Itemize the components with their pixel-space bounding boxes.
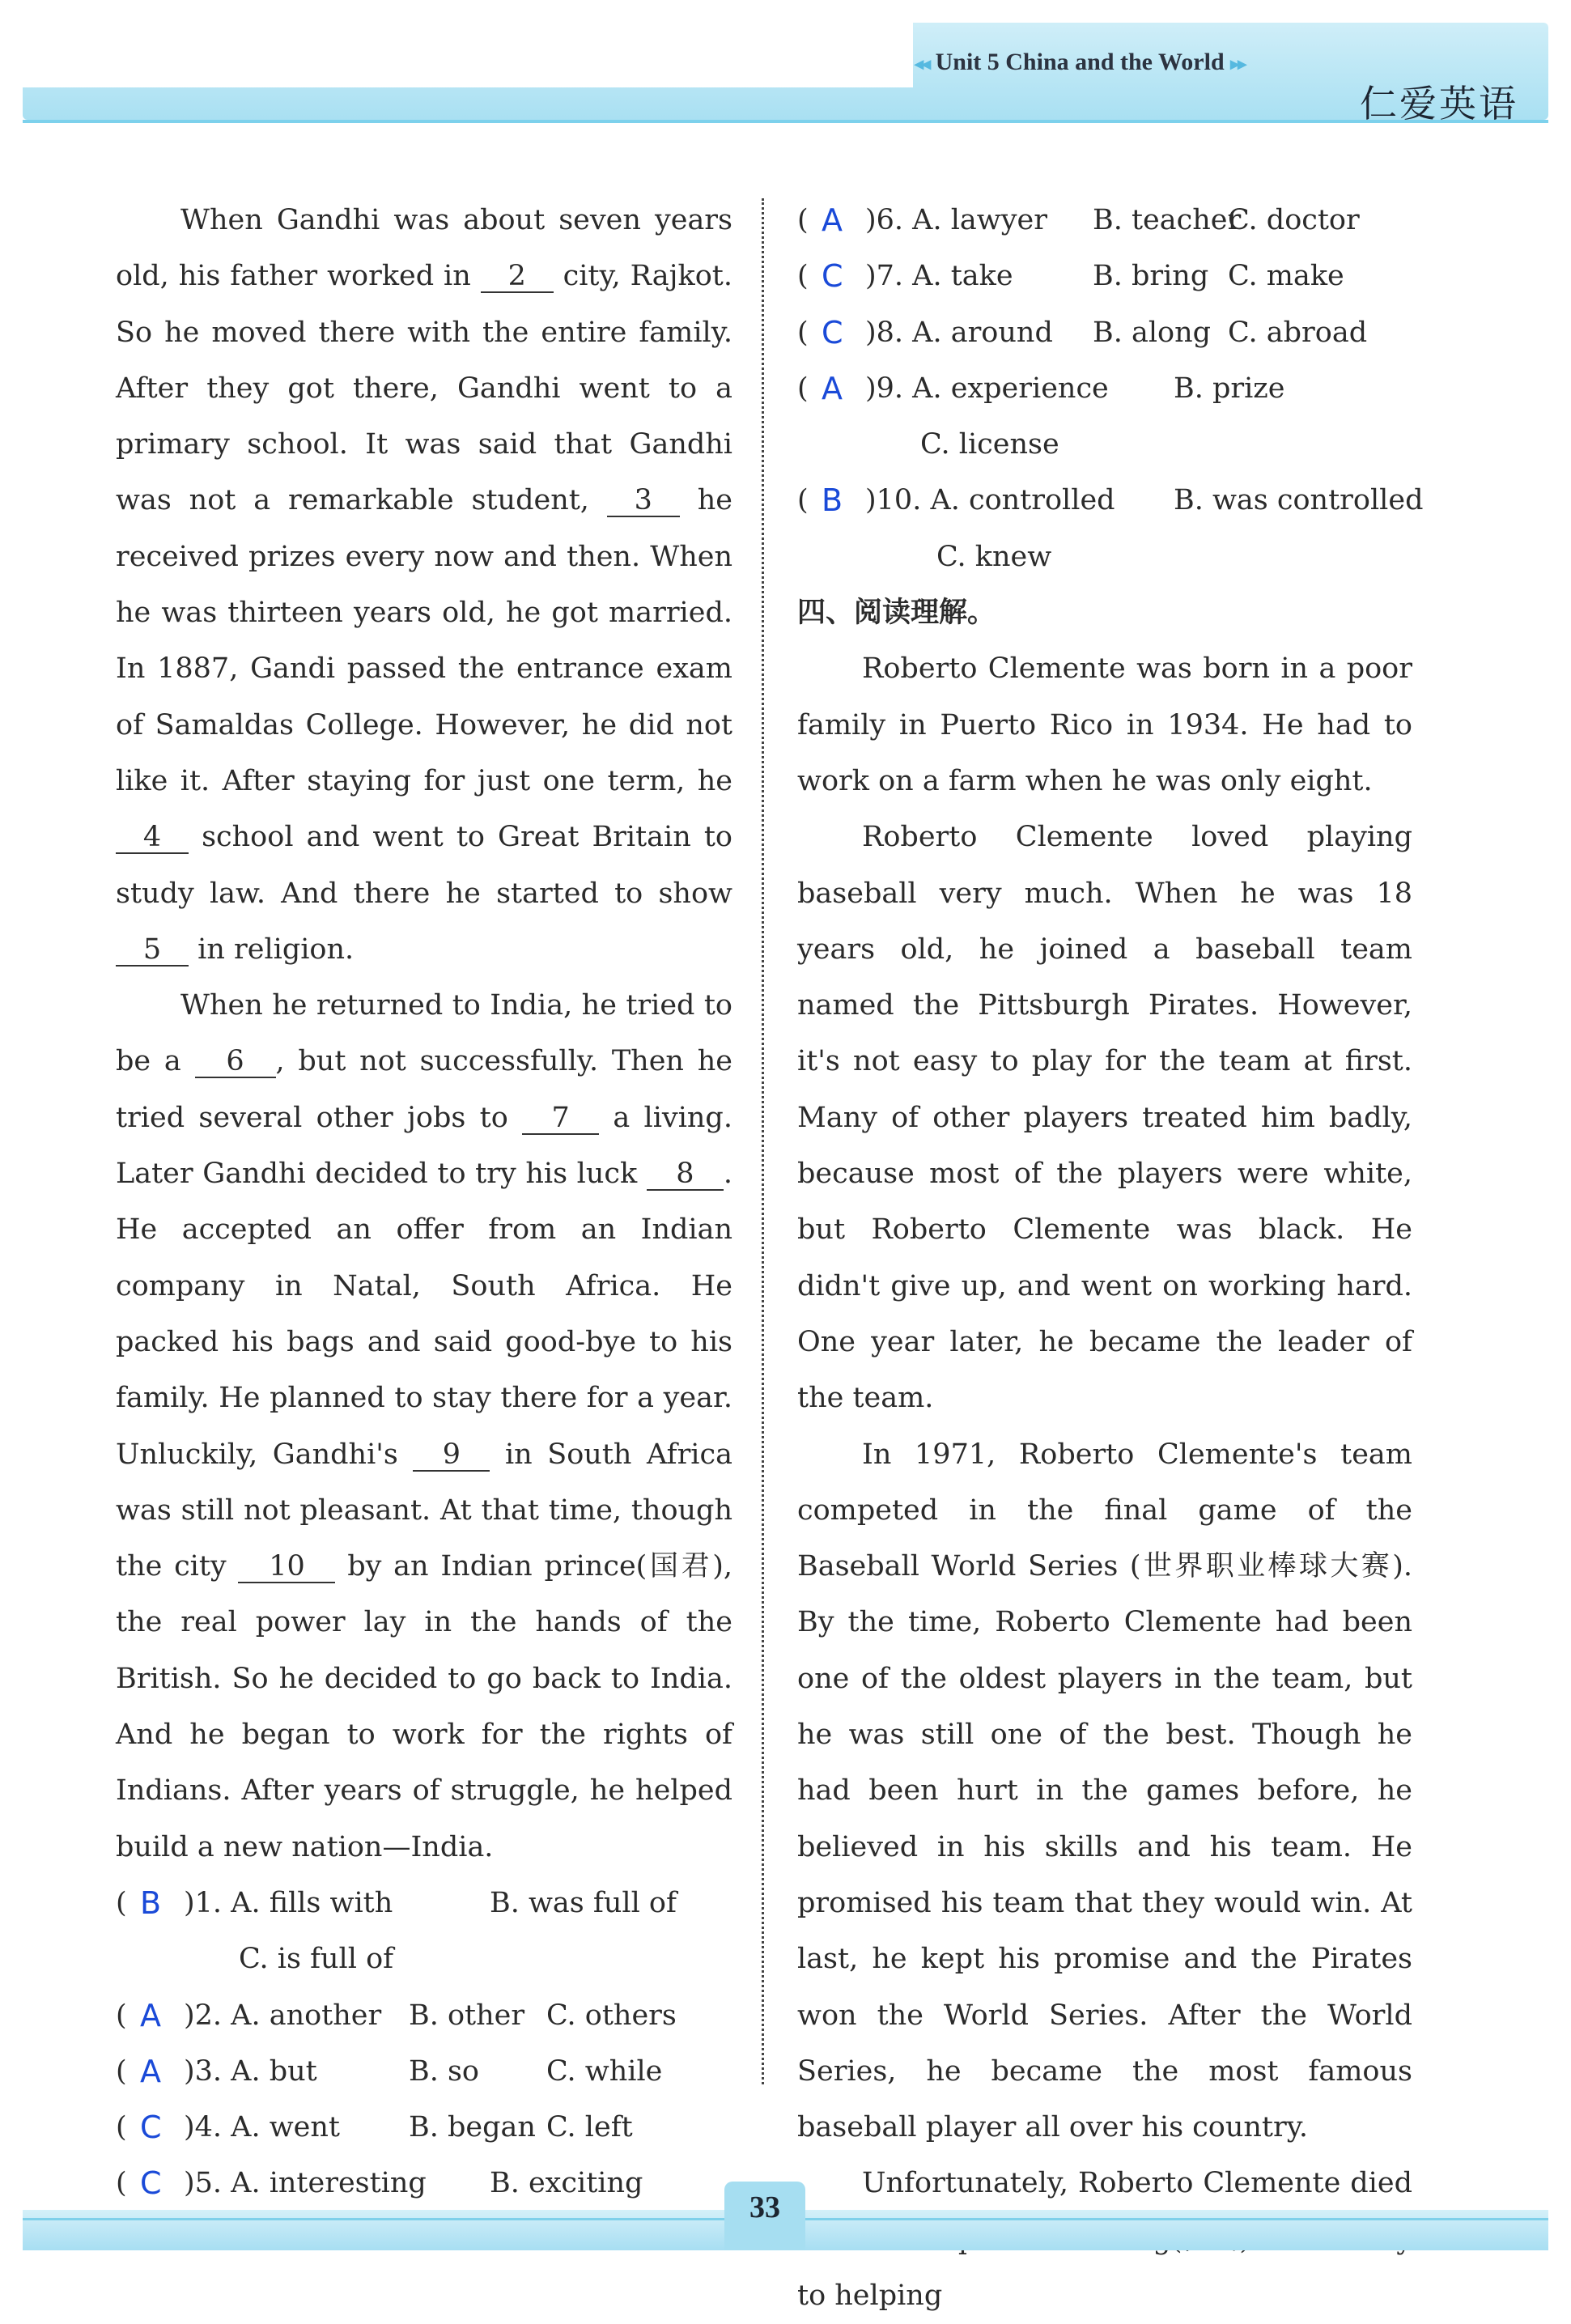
option-c: C. is full of [239, 1943, 394, 1976]
passage-text: by an Indian prince(国君), the real power lay in the hands of the British. So he decided to go back to India. And he began to work for the rights of Indians. After years of struggle, he helped build a new nation—India. [116, 1550, 732, 1863]
passage-text: a living. Later Gandhi decided to try his luck [116, 1101, 732, 1191]
question-8: ( C )8. A. around B. along C. abroad [797, 305, 1412, 361]
question-3: ( A )3. A. but B. so C. while [116, 2044, 732, 2100]
option-a: )3. A. but [184, 2054, 317, 2088]
reading-paragraph-1: Roberto Clemente was born in a poor family in Puerto Rico in 1934. He had to work on a farm when he was only eight. [797, 652, 1412, 797]
option-a: )9. A. experience [865, 372, 1109, 405]
option-c: C. left [546, 2111, 633, 2144]
option-c: C. knew [936, 540, 1052, 573]
option-b: B. along [1093, 316, 1212, 349]
passage-text: in religion. [197, 933, 355, 966]
blank-6: 6 [195, 1046, 276, 1078]
question-7: ( C )7. A. take B. bring C. make [797, 249, 1412, 304]
passage-text: , but not successfully. Then he tried several other jobs to [116, 1045, 732, 1134]
question-5: ( C )5. A. interesting B. exciting [116, 2156, 732, 2211]
right-column [797, 193, 1424, 2324]
answer-1: B [140, 1884, 162, 1921]
passage-text: city, Rajkot. So he moved there with the entire family. After they got there, Gandhi went to a primary school. It was said that Gandhi was not a remarkable student, [116, 260, 732, 517]
header-divider [23, 120, 1548, 123]
option-b: B. so [409, 2054, 480, 2088]
option-a: )1. A. fills with [184, 1886, 393, 1919]
answer-6: A [822, 202, 843, 238]
passage-paragraph-1 [116, 193, 732, 978]
section-title: 四、阅读理解。 [797, 597, 996, 630]
reading-paragraph-2: Roberto Clemente loved playing baseball very much. When he was 18 years old, he joined a baseball team named the Pittsburgh Pirates. However, it's not easy to play for the team at first. Many of other players treated him badly, because most of the players were white, but Roberto Clemente was black. He didn't give up, and went on working hard. One year later, he became the leader of the team. [797, 821, 1412, 1415]
passage-paragraph-2 [116, 978, 732, 1876]
passage-text: . He accepted an offer from an Indian company in Natal, South Africa. He packed his bags and said good-bye to his family. He planned to stay there for a year. Unluckily, Gandhi's [116, 1158, 732, 1471]
question-6: ( A )6. A. lawyer B. teacher C. doctor [797, 193, 1412, 249]
header-white-area [23, 23, 913, 87]
reading-paragraph-3: In 1971, Roberto Clemente's team competed in the final game of the Baseball World Series (世界职业棒球大赛). By the time, Roberto Clemente had been one of the oldest players in the team, but he was still one of the best. Though he had been hurt in the games before, he believed in his skills and his team. He promised his team that they would win. At last, he kept his promise and the Pirates won the World Series. After the World Series, he became the most famous baseball player all over his country. [797, 1438, 1412, 2144]
question-1: ( B )1. A. fills with B. was full of [116, 1876, 732, 1931]
option-b: B. was full of [490, 1886, 677, 1919]
option-c: C. while [546, 2054, 663, 2088]
option-c: C. abroad [1228, 316, 1368, 349]
answer-3: A [140, 2053, 161, 2089]
option-c: C. make [1228, 260, 1344, 293]
option-c: C. license [920, 428, 1059, 461]
option-a: )4. A. went [184, 2111, 340, 2144]
question-4: ( C )4. A. went B. began C. left [116, 2100, 732, 2156]
passage-text: in South Africa was still not pleasant. At that time, though the city [116, 1438, 732, 1583]
answer-10: B [822, 482, 843, 519]
question-10: ( B )10. A. controlled B. was controlled [797, 473, 1412, 529]
option-b: B. prize [1174, 372, 1285, 405]
answer-9: A [822, 370, 843, 406]
answer-4: C [140, 2109, 162, 2146]
brand-title: 仁爱英语 [1360, 82, 1518, 125]
passage-text: school and went to Great Britain to study law. And there he started to show [116, 821, 732, 910]
page-number: 33 [749, 2190, 780, 2224]
blank-8: 8 [647, 1158, 724, 1191]
blank-9: 9 [413, 1439, 490, 1472]
option-a: )7. A. take [865, 260, 1013, 293]
option-c: C. others [546, 1999, 677, 2032]
blank-2: 2 [481, 261, 554, 293]
blank-4: 4 [116, 822, 189, 854]
blank-10: 10 [238, 1551, 335, 1583]
column-divider [762, 198, 764, 2084]
answer-7: C [822, 258, 843, 295]
passage-text: he received prizes every now and then. When he was thirteen years old, he got married. In 1887, Gandi passed the entrance exam of Samaldas College. However, he did not like it. After staying for just one term, he [116, 484, 732, 797]
unit-title [915, 49, 1245, 76]
unit-title-text: Unit 5 China and the World [935, 49, 1225, 75]
answer-5: C [140, 2165, 162, 2202]
blank-3: 3 [607, 485, 680, 517]
question-9: ( A )9. A. experience B. prize [797, 361, 1412, 417]
option-a: )8. A. around [865, 316, 1053, 349]
option-a: )2. A. another [184, 1999, 382, 2032]
answer-8: C [822, 314, 843, 351]
option-a: )10. A. controlled [865, 484, 1115, 517]
blank-5: 5 [116, 934, 189, 967]
blank-7: 7 [522, 1103, 599, 1135]
option-b: B. bring [1093, 260, 1209, 293]
reading-paragraph-4: Unfortunately, Roberto Clemente died to helping [797, 2167, 1412, 2312]
question-10-line2 [797, 529, 1412, 585]
option-b: B. was controlled [1174, 484, 1424, 517]
arrows-right-icon: ▸▸ [1230, 53, 1246, 74]
answer-2: A [140, 1997, 161, 2033]
option-a: )5. A. interesting [184, 2167, 427, 2200]
option-b: B. teacher [1093, 204, 1242, 236]
question-2: ( A )2. A. another B. other C. others [116, 1988, 732, 2044]
question-9-line2 [797, 417, 1412, 473]
option-c: C. doctor [1228, 204, 1360, 236]
option-b: B. exciting [490, 2167, 643, 2200]
question-1-line2 [116, 1931, 732, 1987]
passage-text: When he returned to India, he tried to be a [116, 989, 732, 1078]
left-column [116, 193, 732, 2268]
option-a: )6. A. lawyer [865, 204, 1047, 236]
passage-text: When Gandhi was about seven years old, his father worked in [116, 204, 732, 293]
option-b: B. other [409, 1999, 525, 2032]
arrows-left-icon: ◂◂ [915, 53, 930, 74]
option-b: B. began [409, 2111, 536, 2144]
